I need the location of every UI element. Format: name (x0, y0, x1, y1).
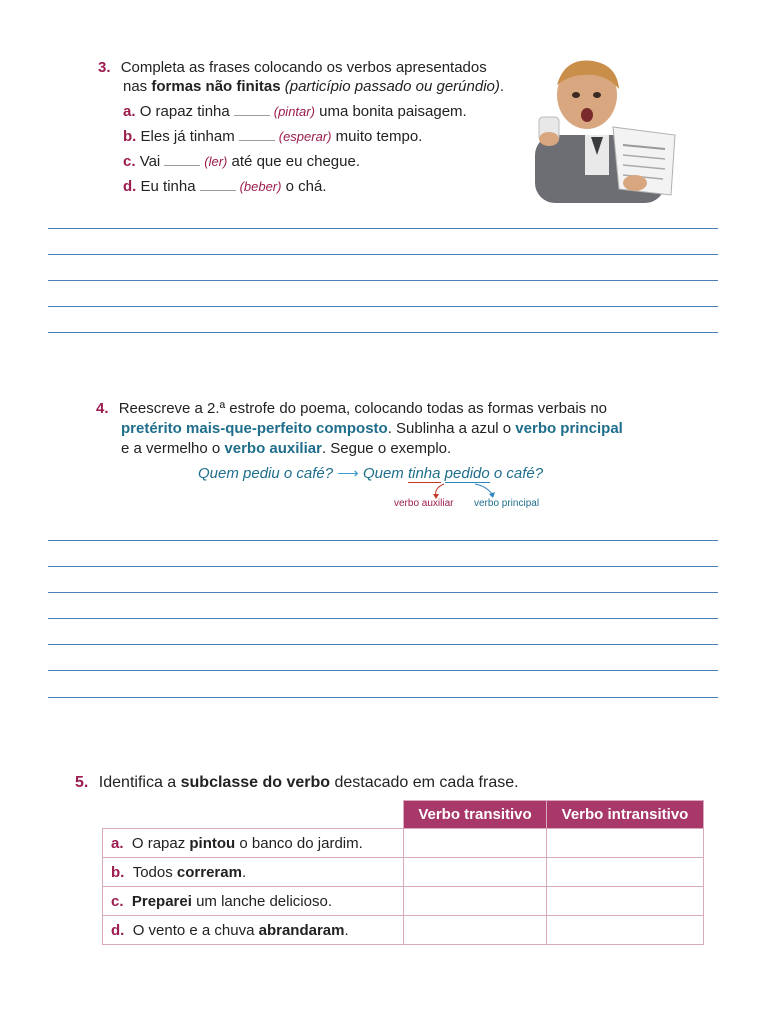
row-pre: O rapaz (131, 834, 190, 852)
verb-hint: (ler) (204, 154, 228, 169)
row-letter: a. (111, 834, 124, 852)
table-row (103, 887, 704, 916)
example-part-a: Quem (362, 465, 408, 482)
item-post: uma bonita paisagem. (319, 103, 467, 120)
q3-number: 3. (98, 59, 111, 76)
row-post: um lanche delicioso. (191, 892, 332, 910)
q3-intro-2b: formas não finitas (151, 78, 281, 95)
q4-text-3a: e a vermelho o (121, 440, 225, 457)
answer-cell-intransitivo[interactable] (547, 858, 704, 887)
answer-cell-intransitivo[interactable] (547, 916, 704, 945)
row-post: . (241, 863, 247, 881)
item-pre: Vai (139, 153, 161, 170)
answer-blank[interactable] (164, 153, 200, 166)
answer-line[interactable] (48, 697, 718, 698)
q5-number: 5. (75, 774, 89, 791)
table-row (103, 916, 704, 945)
q3-item-c (123, 153, 360, 170)
table-row (103, 858, 704, 887)
item-post: até que eu chegue. (231, 153, 360, 170)
item-post: o chá. (285, 178, 327, 195)
q4-text-1: Reescreve a 2.ª estrofe do poema, colocando todas as formas verbais no (118, 400, 608, 417)
item-letter: d. (123, 178, 137, 195)
row-label (103, 916, 404, 945)
q4-text-2b: . Sublinha a azul o (387, 420, 516, 437)
item-letter: a. (123, 103, 136, 120)
answer-cell-transitivo[interactable] (404, 858, 547, 887)
item-letter: b. (123, 128, 137, 145)
row-letter: b. (111, 863, 125, 881)
q4-tense: pretérito mais-que-perfeito composto (121, 420, 388, 437)
row-verb: pintou (189, 834, 236, 852)
answer-line[interactable] (48, 254, 718, 255)
q3-item-d (123, 178, 327, 195)
q3-intro-2a: nas (123, 78, 152, 95)
q4-number: 4. (96, 400, 109, 417)
label-verbo-principal: verbo principal (474, 498, 540, 509)
answer-line[interactable] (48, 592, 718, 593)
answer-line[interactable] (48, 280, 718, 281)
item-letter: c. (123, 153, 136, 170)
q5-text-b: subclasse do verbo (180, 774, 331, 791)
answer-line[interactable] (48, 670, 718, 671)
q4-instruction-line1 (96, 400, 696, 417)
verb-subclass-table (102, 800, 704, 945)
item-pre: O rapaz tinha (139, 103, 230, 120)
verb-hint: (pintar) (273, 104, 315, 119)
col-verbo-transitivo: Verbo transitivo (404, 801, 547, 829)
q5-text-a: Identifica a (98, 774, 181, 791)
q4-text-3c: . Segue o exemplo. (321, 440, 452, 457)
answer-cell-transitivo[interactable] (404, 916, 547, 945)
q3-instruction (98, 58, 548, 77)
answer-line[interactable] (48, 644, 718, 645)
answer-blank[interactable] (234, 103, 270, 116)
answer-line[interactable] (48, 540, 718, 541)
table-row (103, 829, 704, 858)
row-verb: abrandaram (258, 921, 345, 939)
item-pre: Eles já tinham (140, 128, 235, 145)
row-label (103, 887, 404, 916)
row-letter: d. (111, 921, 125, 939)
row-pre: Todos (132, 863, 177, 881)
answer-line[interactable] (48, 618, 718, 619)
q3-intro-2c: (particípio passado ou gerúndio) (280, 78, 500, 95)
arrow-right-icon: ⟶ (337, 465, 359, 482)
row-post: o banco do jardim. (235, 834, 363, 852)
row-post: . (344, 921, 349, 939)
item-pre: Eu tinha (140, 178, 196, 195)
example-source: Quem pediu o café? (198, 465, 334, 482)
boy-reading-newspaper-illustration (525, 55, 680, 203)
col-verbo-intransitivo: Verbo intransitivo (547, 801, 704, 829)
q5-instruction (75, 774, 675, 792)
answer-cell-transitivo[interactable] (404, 829, 547, 858)
q3-intro-2d: . (499, 78, 505, 95)
label-verbo-auxiliar: verbo auxiliar (394, 498, 454, 509)
q4-main-verb-term: verbo principal (515, 420, 623, 437)
answer-line[interactable] (48, 332, 718, 333)
item-post: muito tempo. (335, 128, 423, 145)
answer-blank[interactable] (200, 178, 236, 191)
q4-instruction-line2 (121, 420, 721, 437)
example-part-b: o café? (489, 465, 544, 482)
answer-line[interactable] (48, 566, 718, 567)
row-label (103, 829, 404, 858)
answer-cell-transitivo[interactable] (404, 887, 547, 916)
answer-cell-intransitivo[interactable] (547, 887, 704, 916)
table-header-row (103, 801, 704, 829)
answer-cell-intransitivo[interactable] (547, 829, 704, 858)
row-verb: correram (176, 863, 242, 881)
table-corner (103, 801, 404, 829)
answer-line[interactable] (48, 306, 718, 307)
q3-instruction-line2 (123, 77, 553, 96)
q3-item-a (123, 103, 467, 120)
row-verb: Preparei (131, 892, 192, 910)
q5-text-c: destacado em cada frase. (330, 774, 519, 791)
example-main-verb: pedido (444, 465, 490, 482)
verb-hint: (esperar) (278, 129, 332, 144)
answer-line[interactable] (48, 228, 718, 229)
q3-intro-line1: Completa as frases colocando os verbos apresentados (120, 59, 487, 76)
q3-item-b (123, 128, 422, 145)
q4-instruction-line3 (121, 440, 721, 457)
row-label (103, 858, 404, 887)
answer-blank[interactable] (239, 128, 275, 141)
q4-example (198, 464, 543, 482)
q4-aux-verb-term: verbo auxiliar (224, 440, 322, 457)
verb-hint: (beber) (239, 179, 282, 194)
row-letter: c. (111, 892, 124, 910)
example-aux-verb: tinha (407, 465, 441, 482)
row-pre: O vento e a chuva (132, 921, 259, 939)
